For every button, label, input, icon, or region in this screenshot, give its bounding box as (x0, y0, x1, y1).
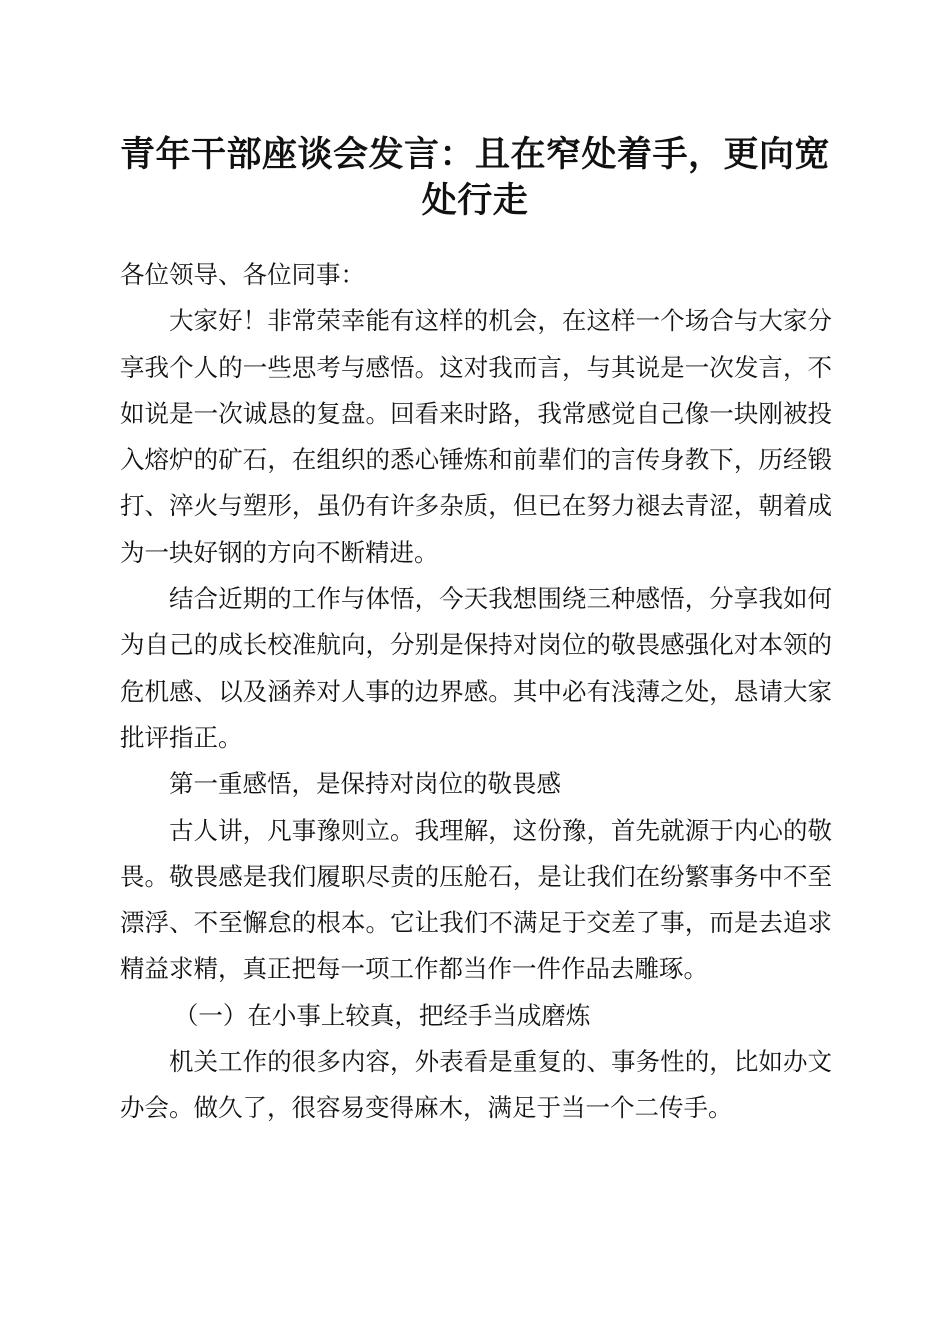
salutation: 各位领导、各位同事： (120, 260, 365, 289)
document-body (120, 252, 832, 1132)
subsection-heading-1: （一）在小事上较真，把经手当成磨炼 (173, 1000, 591, 1030)
section-heading-1: 第一重感悟，是保持对岗位的敬畏感 (169, 769, 561, 799)
paragraph-overview: 结合近期的工作与体悟，今天我想围绕三种感悟，分享我如何为自己的成长校准航向，分别是保持对岗位的敬畏感强化对本领的危机感、以及涵养对人事的边界感。其中必有浅薄之处，恳请大家批评指正。 (120, 584, 832, 752)
paragraph-section-1: 古人讲，凡事豫则立。我理解，这份豫，首先就源于内心的敬畏。敬畏感是我们履职尽责的压舱石，是让我们在纷繁事务中不至漂浮、不至懈怠的根本。它让我们不满足于交差了事，而是去追求精益求精，真正把每一项工作都当作一件作品去雕琢。 (120, 815, 832, 984)
paragraph-subsection-1: 机关工作的很多内容，外表看是重复的、事务性的，比如办文办会。做久了，很容易变得麻木，满足于当一个二传手。 (120, 1047, 832, 1123)
document-title: 青年干部座谈会发言：且在窄处着手，更向宽处行走 (119, 134, 830, 221)
paragraph-intro: 大家好！非常荣幸能有这样的机会，在这样一个场合与大家分享我个人的一些思考与感悟。这对我而言，与其说是一次发言，不如说是一次诚恳的复盘。回看来时路，我常感觉自己像一块刚被投入熔炉的矿石，在组织的悉心锤炼和前辈们的言传身教下，历经锻打、淬火与塑形，虽仍有许多杂质，但已在努力褪去青涩，朝着成为一块好钢的方向不断精进。 (120, 306, 832, 567)
